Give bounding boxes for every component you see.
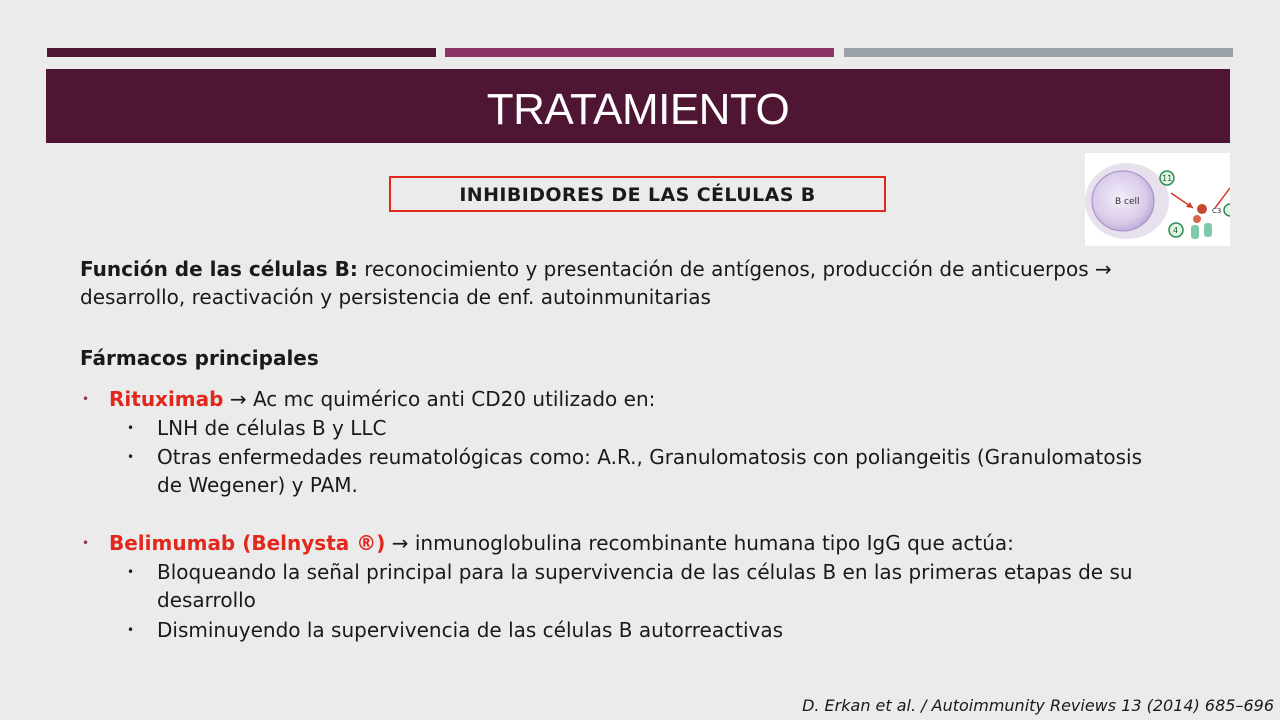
cell-label: B cell [1115,197,1140,207]
arrow-icon: → [229,387,247,411]
top-bar-magenta [445,48,834,57]
rituximab-name: Rituximab [109,387,224,411]
subtitle: INHIBIDORES DE LAS CÉLULAS B [459,184,816,206]
complement-blob-2 [1193,215,1201,223]
slide-title: TRATAMIENTO [486,85,790,134]
list-item-rituximab-use-2 [127,443,1157,499]
reference-citation: D. Erkan et al. / Autoimmunity Reviews 13 (2014) 685–696 [802,696,1274,715]
bullet-icon: • [127,565,135,579]
bullet-icon: • [127,421,135,435]
function-text-2: desarrollo, reactivación y persistencia de enf. autoinmunitarias [80,285,711,309]
belimumab-action-text: Bloqueando la señal principal para la supervivencia de las células B en las primeras etapas de su desarrollo [157,560,1133,612]
function-label: Función de las células B: [80,257,358,281]
function-text-1: reconocimiento y presentación de antígenos, producción de anticuerpos [357,257,1095,281]
badge-11-label: 11 [1162,174,1173,183]
bullet-icon: • [82,536,90,550]
arrow-icon: → [1094,257,1112,281]
list-item-rituximab [82,385,1219,413]
b-cell-illustration [1085,153,1230,246]
badge-4-label: 4 [1173,226,1179,235]
belimumab-action-text: Disminuyendo la supervivencia de las células B autorreactivas [157,618,784,642]
subtitle-box [389,176,886,212]
rituximab-use-text: LNH de células B y LLC [157,416,387,440]
top-bar-gray [844,48,1233,57]
belimumab-desc: inmunoglobulina recombinante humana tipo IgG que actúa: [408,531,1014,555]
drugs-heading: Fármacos principales [80,346,319,370]
rituximab-use-text: Otras enfermedades reumatológicas como: A.R., Granulomatosis con poliangeitis (Granulomatosis de Wegener) y PAM. [157,445,1142,497]
arrow-head [1186,202,1193,208]
arrow-icon: → [391,531,409,555]
rituximab-desc: Ac mc quimérico anti CD20 utilizado en: [246,387,656,411]
belimumab-name: Belimumab (Belnysta ®) [109,531,386,555]
badge-edge [1224,204,1230,216]
c3-label: C3 [1212,207,1222,215]
list-item-belimumab-action-2 [127,616,1157,644]
list-item-belimumab [82,529,1219,557]
bullet-icon: • [127,623,135,637]
complement-blob [1197,204,1207,214]
receptor-2 [1204,223,1212,237]
title-band [46,69,1230,143]
top-bar-dark [47,48,436,57]
list-item-belimumab-action-1 [127,558,1157,614]
b-cell-function-paragraph [80,255,1200,311]
bullet-icon: • [82,392,90,406]
bullet-icon: • [127,450,135,464]
receptor-1 [1191,225,1199,239]
list-item-rituximab-use-1 [127,414,1157,442]
